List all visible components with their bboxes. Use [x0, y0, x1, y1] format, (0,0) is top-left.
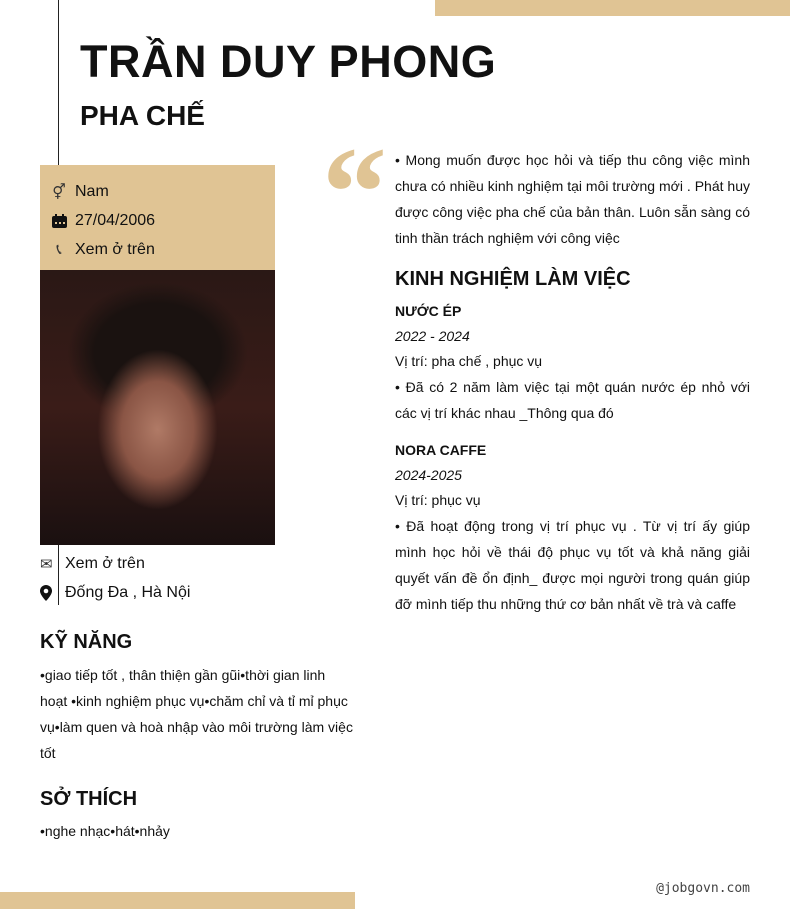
personal-info [40, 165, 275, 270]
experience-heading: KINH NGHIỆM LÀM VIỆC [395, 268, 631, 290]
info-gender [50, 177, 275, 206]
gender-text: Nam [75, 182, 109, 200]
skills-text: •giao tiếp tốt , thân thiện gần gũi•thời gian linh hoạt •kinh nghiệm phục vụ•chăm chỉ và tỉ mỉ phục vụ•làm quen và hoà nhập vào môi trường làm việc tốt [40, 667, 353, 761]
top-accent-bar [435, 0, 790, 16]
birthdate-text: 27/04/2006 [75, 211, 156, 229]
skills-heading: KỸ NĂNG [40, 631, 133, 653]
info-birthdate [50, 206, 275, 235]
company-name: NƯỚC ÉP [395, 303, 462, 319]
location-text: Đống Đa , Hà Nội [65, 583, 191, 601]
period: 2022 - 2024 [395, 328, 470, 344]
profile-photo [40, 270, 275, 545]
experience-item [395, 298, 750, 426]
bottom-accent-bar [0, 892, 355, 909]
calendar-icon [50, 214, 68, 228]
email-text: Xem ở trên [65, 554, 145, 572]
quote-icon: “ [322, 121, 387, 265]
hobbies-heading: SỞ THÍCH [40, 788, 138, 810]
gender-icon: ⚥ [52, 183, 66, 201]
period: 2024-2025 [395, 467, 462, 483]
position: Vị trí: phục vụ [395, 492, 481, 508]
email-icon: ✉ [40, 555, 53, 573]
divider-line [58, 0, 59, 165]
description: • Đã có 2 năm làm việc tại một quán nước ép nhỏ với các vị trí khác nhau _Thông qua đó [395, 379, 750, 421]
contact-info [40, 549, 190, 607]
location-icon [40, 585, 58, 601]
phone-text: Xem ở trên [75, 240, 155, 258]
contact-location [40, 578, 190, 607]
description: • Đã hoạt động trong vị trí phục vụ . Từ vị trí ấy giúp mình học hỏi về thái độ phục vụ tốt và khả năng giải quyết vấn đề ổn định_ được mọi người trong quán giúp đỡ mình tiếp thu những thứ cơ bản nhất về trà và caffe [395, 518, 750, 612]
contact-email [40, 549, 190, 578]
info-phone [50, 235, 275, 264]
company-name: NORA CAFFE [395, 442, 487, 458]
job-title: PHA CHẾ [80, 100, 205, 131]
position: Vị trí: pha chế , phục vụ [395, 353, 543, 369]
career-objective: • Mong muốn được học hỏi và tiếp thu công việc mình chưa có nhiều kinh nghiệm tại môi trường mới . Phát huy được công việc pha chế của bản thân. Luôn sẵn sàng có tinh thần trách nghiệm với công việc [395, 152, 750, 246]
hobbies-text: •nghe nhạc•hát•nhảy [40, 823, 170, 839]
footer-watermark: @jobgovn.com [656, 881, 750, 896]
phone-icon: 📞︎ [56, 241, 62, 258]
candidate-name: TRẦN DUY PHONG [80, 36, 497, 87]
experience-item [395, 437, 750, 617]
